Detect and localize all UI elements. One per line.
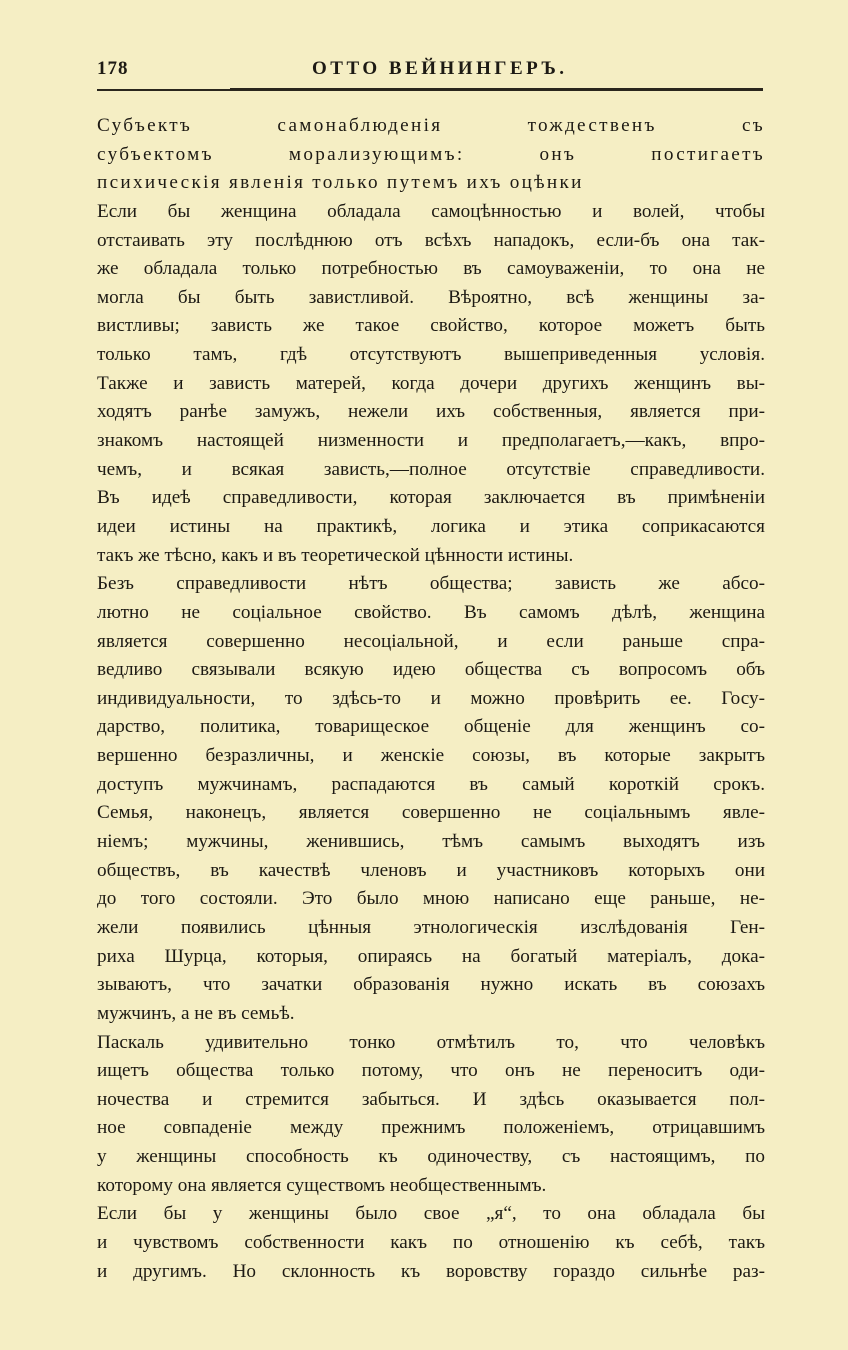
body-text	[97, 112, 765, 1286]
text-line: могла бы быть завистливой. Вѣроятно, всѣ женщины за-	[97, 286, 765, 308]
text-line: обществъ, въ качествѣ членовъ и участниковъ которыхъ они	[97, 859, 765, 881]
text-line: риха Шурца, которыя, опираясь на богатый матеріалъ, дока-	[97, 945, 765, 967]
text-line: Если бы у женщины было свое „я“, то она обладала бы	[97, 1203, 765, 1225]
page-number: 178	[97, 58, 129, 79]
text-line: ное совпаденіе между прежнимъ положеніемъ, отрицавшимъ	[97, 1117, 765, 1139]
text-line: же обладала только потребностью въ самоуваженіи, то она не	[97, 258, 765, 280]
text-line: жели появились цѣнныя этнологическія изслѣдованія Ген-	[97, 916, 765, 938]
text-line: лютно не соціальное свойство. Въ самомъ дѣлѣ, женщина	[97, 601, 765, 623]
text-line: знакомъ настоящей низменности и предполагаетъ,—какъ, впро-	[97, 430, 765, 452]
text-line: ходятъ ранѣе замужъ, нежели ихъ собственныя, является при-	[97, 401, 765, 423]
header-rule-bold	[230, 88, 763, 91]
text-line: Семья, наконецъ, является совершенно не соціальнымъ явле-	[97, 802, 765, 824]
text-line: вистливы; зависть же такое свойство, которое можетъ быть	[97, 315, 765, 337]
text-line: ночества и стремится забыться. И здѣсь оказывается пол-	[97, 1088, 765, 1110]
text-line: ведливо связывали всякую идею общества съ вопросомъ объ	[97, 659, 765, 681]
text-line: и чувствомъ собственности какъ по отношенію къ себѣ, такъ	[97, 1231, 765, 1253]
text-line: до того состояли. Это было мною написано еще раньше, не-	[97, 888, 765, 910]
text-line: отстаивать эту послѣднюю отъ всѣхъ нападокъ, если-бъ она так-	[97, 229, 765, 251]
text-line: ищетъ общества только потому, что онъ не переноситъ оди-	[97, 1060, 765, 1082]
running-title: ОТТО ВЕЙНИНГЕРЪ.	[312, 58, 568, 79]
text-line: и другимъ. Но склонность къ воровству гораздо сильнѣе раз-	[97, 1260, 765, 1282]
text-line: является совершенно несоціальной, и если раньше спра-	[97, 630, 765, 652]
text-line: Также и зависть матерей, когда дочери другихъ женщинъ вы-	[97, 372, 765, 394]
text-line: индивидуальности, то здѣсь-то и можно провѣрить ее. Госу-	[97, 687, 765, 709]
text-line: чемъ, и всякая зависть,—полное отсутствіе справедливости.	[97, 458, 765, 480]
text-line: только тамъ, гдѣ отсутствуютъ вышеприведенныя условія.	[97, 344, 765, 366]
text-line: субъектомъ морализующимъ: онъ постигаетъ	[97, 143, 765, 165]
text-line: идеи истины на практикѣ, логика и этика соприкасаются	[97, 515, 765, 537]
text-line: доступъ мужчинамъ, распадаются въ самый короткій срокъ.	[97, 773, 765, 795]
text-line: психическія явленія только путемъ ихъ оцѣнки	[97, 172, 584, 194]
text-line: Въ идеѣ справедливости, которая заключается въ примѣненіи	[97, 487, 765, 509]
text-line: дарство, политика, товарищеское общеніе для женщинъ со-	[97, 716, 765, 738]
text-line: Паскаль удивительно тонко отмѣтилъ то, что человѣкъ	[97, 1031, 765, 1053]
text-line: мужчинъ, а не въ семьѣ.	[97, 1002, 295, 1024]
text-line: Субъектъ самонаблюденія тождественъ съ	[97, 115, 765, 136]
text-line: такъ же тѣсно, какъ и въ теоретической цѣнности истины.	[97, 544, 574, 566]
text-line: ніемъ; мужчины, женившись, тѣмъ самымъ выходятъ изъ	[97, 831, 765, 853]
text-line: которому она является существомъ необщественнымъ.	[97, 1174, 547, 1196]
text-line: зываютъ, что зачатки образованія нужно искать въ союзахъ	[97, 974, 765, 996]
text-line: Безъ справедливости нѣтъ общества; зависть же абсо-	[97, 573, 765, 595]
text-line: у женщины способность къ одиночеству, съ настоящимъ, по	[97, 1146, 765, 1168]
text-line: Если бы женщина обладала самоцѣнностью и волей, чтобы	[97, 200, 765, 222]
page-header	[97, 58, 763, 88]
text-line: вершенно безразличны, и женскіе союзы, въ которые закрытъ	[97, 745, 765, 767]
